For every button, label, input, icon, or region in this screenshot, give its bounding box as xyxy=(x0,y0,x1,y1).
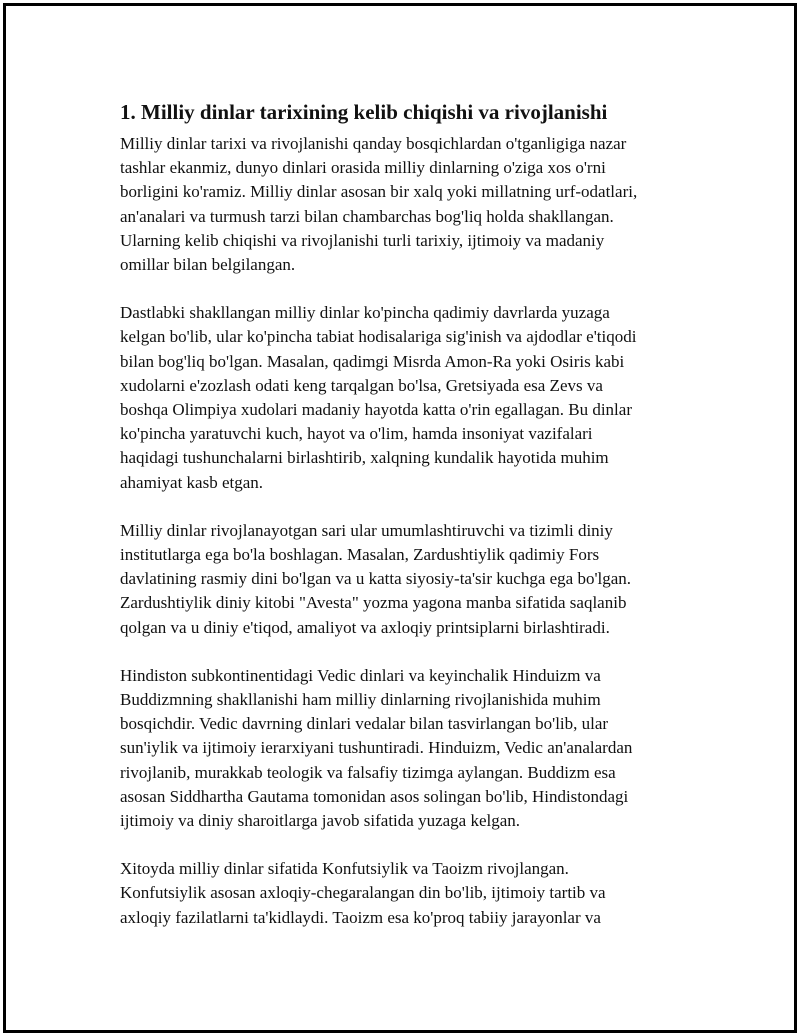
text-line: bosqichdir. Vedic davrning dinlari vedalar bilan tasvirlangan bo'lib, ular xyxy=(120,714,609,734)
section-heading: 1. Milliy dinlar tarixining kelib chiqishi va rivojlanishi xyxy=(120,100,608,124)
text-line: omillar bilan belgilangan. xyxy=(120,255,296,275)
text-line: davlatining rasmiy dini bo'lgan va u katta siyosiy-ta'sir kuchga ega bo'lgan. xyxy=(120,569,632,589)
paragraph-3 xyxy=(120,519,690,640)
text-line: an'analari va turmush tarzi bilan chambarchas bog'liq holda shakllangan. xyxy=(120,206,614,226)
text-line: rivojlanib, murakkab teologik va falsafiy tizimga aylangan. Buddizm esa xyxy=(120,762,616,782)
text-line: ahamiyat kasb etgan. xyxy=(120,472,264,492)
text-line: Milliy dinlar tarixi va rivojlanishi qanday bosqichlardan o'tganligiga nazar xyxy=(120,134,627,153)
text-line: kelgan bo'lib, ular ko'pincha tabiat hodisalariga sig'inish va ajdodlar e'tiqodi xyxy=(120,327,637,347)
text-line: borligini ko'ramiz. Milliy dinlar asosan bir xalq yoki millatning urf-odatlari, xyxy=(120,182,638,202)
document-body xyxy=(120,98,690,954)
text-line: haqidagi tushunchalarni birlashtirib, xalqning kundalik hayotida muhim xyxy=(120,448,609,468)
text-line: Konfutsiylik asosan axloqiy-chegaralangan din bo'lib, ijtimoiy tartib va xyxy=(120,883,606,903)
text-line: Hindiston subkontinentidagi Vedic dinlari va keyinchalik Hinduizm va xyxy=(120,665,601,685)
text-line: boshqa Olimpiya xudolari madaniy hayotda katta o'rin egallagan. Bu dinlar xyxy=(120,400,632,420)
text-line: institutlarga ega bo'la boshlagan. Masalan, Zardushtiylik qadimiy Fors xyxy=(120,545,600,565)
paragraph-2 xyxy=(120,301,690,495)
text-line: axloqiy fazilatlarni ta'kidlaydi. Taoizm esa ko'proq tabiiy jarayonlar va xyxy=(120,907,601,927)
text-line: Zardushtiylik diniy kitobi "Avesta" yozma yagona manba sifatida saqlanib xyxy=(120,593,627,613)
paragraph-4 xyxy=(120,664,690,833)
text-line: qolgan va u diniy e'tiqod, amaliyot va axloqiy printsiplarni birlashtiradi. xyxy=(120,617,610,637)
page-frame xyxy=(3,3,797,1033)
text-line: ijtimoiy va diniy sharoitlarga javob sifatida yuzaga kelgan. xyxy=(120,811,521,831)
text-line: Dastlabki shakllangan milliy dinlar ko'pincha qadimiy davrlarda yuzaga xyxy=(120,303,610,323)
text-line: Milliy dinlar rivojlanayotgan sari ular umumlashtiruvchi va tizimli diniy xyxy=(120,520,613,540)
text-line: Buddizmning shakllanishi ham milliy dinlarning rivojlanishida muhim xyxy=(120,690,601,710)
text-line: bilan bog'liq bo'lgan. Masalan, qadimgi Misrda Amon-Ra yoki Osiris kabi xyxy=(120,351,625,371)
text-line: Xitoyda milliy dinlar sifatida Konfutsiylik va Taoizm rivojlangan. xyxy=(120,859,569,879)
text-line: Ularning kelib chiqishi va rivojlanishi turli tarixiy, ijtimoiy va madaniy xyxy=(120,230,605,250)
text-line: tashlar ekanmiz, dunyo dinlari orasida milliy dinlarning o'ziga xos o'rni xyxy=(120,158,606,178)
text-line: sun'iylik va ijtimoiy ierarxiyani tushuntiradi. Hinduizm, Vedic an'analardan xyxy=(120,738,633,758)
paragraph-1 xyxy=(120,132,690,277)
paragraph-5 xyxy=(120,857,690,930)
text-line: asosan Siddhartha Gautama tomonidan asos solingan bo'lib, Hindistondagi xyxy=(120,786,629,806)
text-line: ko'pincha yaratuvchi kuch, hayot va o'lim, hamda insoniyat vazifalari xyxy=(120,424,593,444)
text-line: xudolarni e'zozlash odati keng tarqalgan bo'lsa, Gretsiyada esa Zevs va xyxy=(120,375,603,395)
